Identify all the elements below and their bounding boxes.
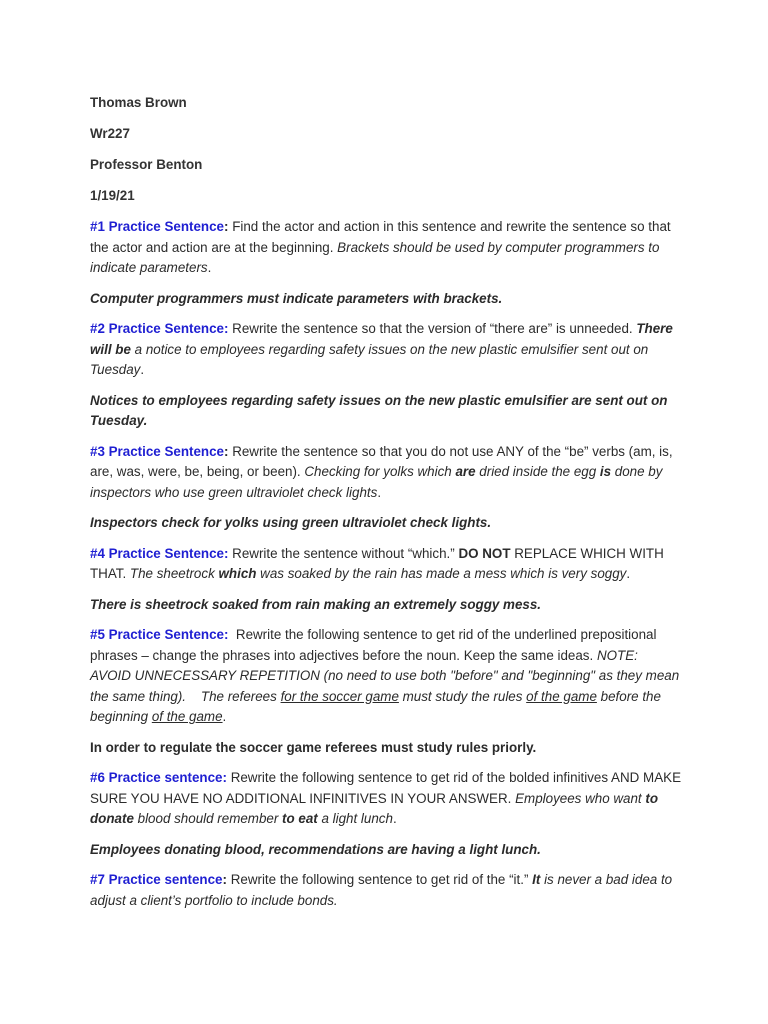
example-5-underline-2: of the game	[526, 688, 597, 704]
answer-2: Notices to employees regarding safety issues on the new plastic emulsifier are sent out on Tuesday.	[90, 392, 668, 428]
instruction-2: Rewrite the sentence so that the version of “there are” is unneeded.	[228, 321, 637, 336]
instruction-5: Rewrite the following sentence to get rid of the underlined prepositional phrases – change the phrases into adjectives before the noun. Keep the same ideas.	[90, 627, 661, 663]
practice-label-6: #6 Practice sentence:	[90, 770, 227, 785]
course-code: Wr227	[90, 126, 130, 141]
practice-label-7-colon: :	[222, 872, 227, 887]
example-6-e: a light lunch	[317, 811, 393, 826]
example-6-d: to eat	[282, 811, 318, 826]
answer-4: There is sheetrock soaked from rain making an extremely soggy mess.	[90, 596, 542, 612]
instruction-4-do-not: DO NOT	[458, 545, 511, 561]
instruction-7: Rewrite the following sentence to get rid of the “it.”	[226, 872, 533, 887]
document-page	[90, 93, 682, 921]
instruction-4-rest: REPLACE WHICH WITH THAT.	[90, 545, 664, 581]
example-6-b: to donate	[90, 790, 659, 826]
professor-name: Professor Benton	[90, 157, 203, 172]
example-7-it: It	[532, 872, 541, 887]
example-2-bold: There will be	[90, 321, 673, 357]
example-3-d: is	[599, 464, 612, 479]
answer-5: In order to regulate the soccer game referees must study rules priorly.	[90, 739, 537, 755]
practice-label-7: #7 Practice sentence	[90, 872, 223, 887]
example-1: Brackets should be used by computer programmers to indicate parameters	[90, 239, 660, 275]
example-3-c: dried inside the egg	[475, 464, 600, 479]
example-4-period: .	[626, 566, 631, 581]
instruction-3: Rewrite the sentence so that you do not use ANY of the “be” verbs (am, is, are, was, were, be, being, or been).	[90, 443, 673, 479]
practice-sentence-1	[90, 217, 682, 279]
practice-sentence-2	[90, 319, 682, 381]
example-3-b: are	[455, 464, 476, 479]
practice-sentence-3	[90, 442, 682, 504]
example-6-period: .	[392, 811, 397, 826]
instruction-1: Find the actor and action in this sentence and rewrite the sentence so that the actor and action are at the beginning.	[90, 219, 671, 255]
example-5-c: before the beginning	[90, 688, 665, 724]
practice-label-5: #5 Practice Sentence:	[90, 627, 229, 642]
practice-sentence-5	[90, 625, 682, 728]
example-3-a: Checking for yolks which	[304, 464, 456, 479]
example-3-e: done by inspectors who use green ultraviolet check lights	[90, 464, 663, 500]
example-5-a: The referees	[186, 688, 281, 704]
example-4-b: which	[218, 566, 257, 581]
example-5-underline-3: of the game	[151, 709, 223, 724]
example-6-c: blood should remember	[133, 811, 283, 826]
example-1-period: .	[207, 260, 212, 275]
example-2-period: .	[140, 362, 145, 377]
practice-sentence-6	[90, 768, 682, 830]
example-3-period: .	[377, 484, 382, 500]
example-6-a: Employees who want	[515, 790, 646, 806]
practice-label-1: #1 Practice Sentence	[90, 219, 224, 234]
practice-label-2: #2 Practice Sentence:	[90, 321, 229, 336]
practice-label-3: #3 Practice Sentence	[90, 443, 224, 459]
practice-sentence-7	[90, 870, 682, 911]
example-5-period: .	[222, 709, 227, 724]
practice-label-1-colon: :	[224, 219, 229, 234]
practice-sentence-4	[90, 544, 682, 585]
answer-1: Computer programmers must indicate parameters with brackets.	[90, 290, 503, 306]
instruction-4: Rewrite the sentence without “which.”	[228, 545, 459, 561]
practice-label-3-colon: :	[224, 443, 229, 459]
example-5-underline-1: for the soccer game	[280, 688, 399, 704]
practice-label-4: #4 Practice Sentence:	[90, 545, 229, 561]
note-5: NOTE: AVOID UNNECESSARY REPETITION (no need to use both "before" and "beginning" as they mean the same thing).	[90, 647, 683, 704]
document-date: 1/19/21	[90, 188, 135, 203]
answer-3: Inspectors check for yolks using green ultraviolet check lights.	[90, 515, 492, 530]
example-4-a: The sheetrock	[129, 566, 219, 581]
student-name: Thomas Brown	[90, 95, 187, 110]
example-2: a notice to employees regarding safety issues on the new plastic emulsifier sent out on Tuesday	[90, 341, 649, 377]
example-4-c: was soaked by the rain has made a mess which is very soggy	[256, 566, 627, 581]
answer-6: Employees donating blood, recommendations are having a light lunch.	[90, 841, 541, 857]
instruction-6: Rewrite the following sentence to get rid of the bolded infinitives AND MAKE SURE YOU HAVE NO ADDITIONAL INFINITIVES IN YOUR ANSWER.	[90, 770, 682, 806]
example-5-b: must study the rules	[398, 688, 527, 704]
example-7: is never a bad idea to adjust a client’s portfolio to include bonds.	[90, 872, 673, 908]
